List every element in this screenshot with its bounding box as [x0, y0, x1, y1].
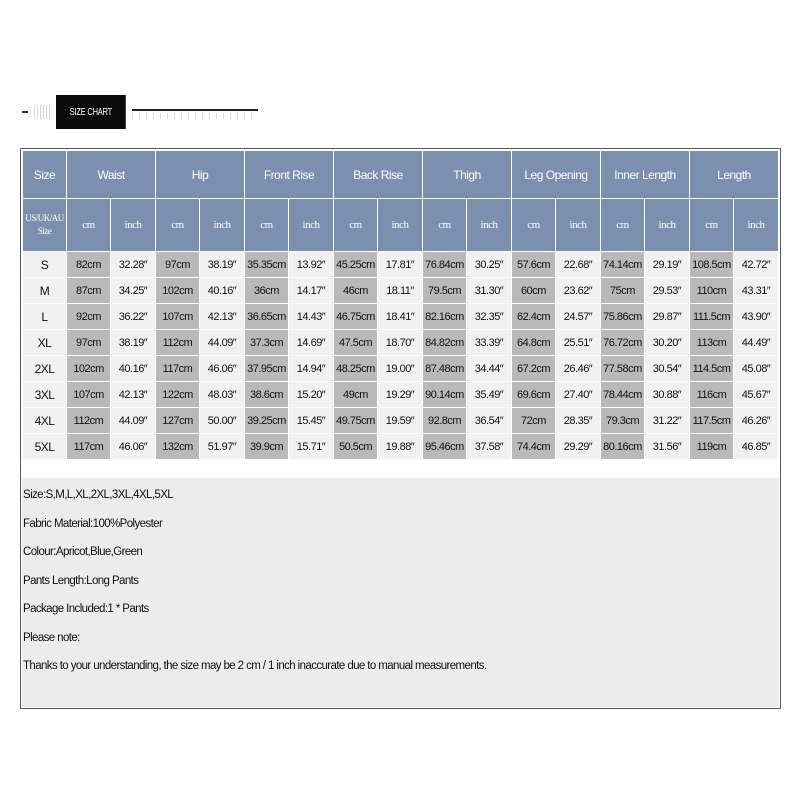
inch-value-cell: 15.45″ — [289, 408, 334, 434]
size-cell: S — [23, 252, 67, 278]
inch-value-cell: 19.88″ — [378, 434, 423, 460]
inch-value-cell: 22.68″ — [556, 252, 601, 278]
inch-value-cell: 35.49″ — [467, 382, 512, 408]
table-row — [23, 434, 779, 460]
note-colour: Colour:Apricot,Blue,Green — [23, 546, 143, 558]
cm-value-cell: 108.5cm — [690, 252, 734, 278]
cm-value-cell: 37.3cm — [245, 330, 289, 356]
size-cell: M — [23, 278, 67, 304]
cm-value-cell: 50.5cm — [334, 434, 378, 460]
cm-value-cell: 77.58cm — [601, 356, 645, 382]
inch-value-cell: 18.41″ — [378, 304, 423, 330]
cm-value-cell: 102cm — [156, 278, 200, 304]
inch-value-cell: 50.00″ — [200, 408, 245, 434]
cm-value-cell: 46.75cm — [334, 304, 378, 330]
size-cell: 5XL — [23, 434, 67, 460]
cm-value-cell: 75cm — [601, 278, 645, 304]
header-dots-decoration — [34, 105, 52, 119]
unit-inch-header: inch — [556, 199, 601, 252]
inch-value-cell: 14.17″ — [289, 278, 334, 304]
inch-value-cell: 45.67″ — [734, 382, 779, 408]
inch-value-cell: 40.16″ — [200, 278, 245, 304]
inch-value-cell: 23.62″ — [556, 278, 601, 304]
unit-header-row — [23, 199, 779, 252]
inch-value-cell: 29.29″ — [556, 434, 601, 460]
unit-cm-header: cm — [690, 199, 734, 252]
cm-value-cell: 49cm — [334, 382, 378, 408]
inch-value-cell: 26.46″ — [556, 356, 601, 382]
inch-value-cell: 31.30″ — [467, 278, 512, 304]
cm-value-cell: 122cm — [156, 382, 200, 408]
column-header: Length — [690, 151, 779, 199]
cm-value-cell: 117.5cm — [690, 408, 734, 434]
unit-inch-header: inch — [289, 199, 334, 252]
inch-value-cell: 17.81″ — [378, 252, 423, 278]
inch-value-cell: 42.13″ — [111, 382, 156, 408]
note-disclaimer: Thanks to your understanding, the size may be 2 cm / 1 inch inaccurate due to manual measurements. — [23, 660, 487, 672]
inch-value-cell: 33.39″ — [467, 330, 512, 356]
size-cell: 4XL — [23, 408, 67, 434]
inch-value-cell: 46.85″ — [734, 434, 779, 460]
cm-value-cell: 84.82cm — [423, 330, 467, 356]
inch-value-cell: 31.22″ — [645, 408, 690, 434]
column-header-row — [23, 151, 779, 199]
inch-value-cell: 19.29″ — [378, 382, 423, 408]
inch-value-cell: 42.13″ — [200, 304, 245, 330]
cm-value-cell: 102cm — [67, 356, 111, 382]
note-heading: Please note: — [23, 632, 80, 644]
inch-value-cell: 37.58″ — [467, 434, 512, 460]
column-header: Inner Length — [601, 151, 690, 199]
cm-value-cell: 76.72cm — [601, 330, 645, 356]
inch-value-cell: 43.90″ — [734, 304, 779, 330]
cm-value-cell: 79.5cm — [423, 278, 467, 304]
cm-value-cell: 37.95cm — [245, 356, 289, 382]
inch-value-cell: 15.71″ — [289, 434, 334, 460]
table-row — [23, 252, 779, 278]
unit-inch-header: inch — [645, 199, 690, 252]
inch-value-cell: 43.31″ — [734, 278, 779, 304]
note-length: Pants Length:Long Pants — [23, 575, 139, 587]
table-row — [23, 304, 779, 330]
cm-value-cell: 119cm — [690, 434, 734, 460]
column-header: Back Rise — [334, 151, 423, 199]
cm-value-cell: 117cm — [156, 356, 200, 382]
size-chart-header — [22, 95, 252, 129]
cm-value-cell: 95.46cm — [423, 434, 467, 460]
inch-value-cell: 30.20″ — [645, 330, 690, 356]
cm-value-cell: 35.35cm — [245, 252, 289, 278]
size-chart-badge: SIZE CHART — [56, 95, 126, 129]
unit-cm-header: cm — [423, 199, 467, 252]
inch-value-cell: 18.11″ — [378, 278, 423, 304]
cm-value-cell: 107cm — [67, 382, 111, 408]
inch-value-cell: 15.20″ — [289, 382, 334, 408]
size-table — [22, 150, 779, 460]
header-rule — [132, 109, 258, 111]
unit-inch-header: inch — [378, 199, 423, 252]
cm-value-cell: 132cm — [156, 434, 200, 460]
column-header: Front Rise — [245, 151, 334, 199]
unit-cm-header: cm — [601, 199, 645, 252]
inch-value-cell: 31.56″ — [645, 434, 690, 460]
unit-cm-header: cm — [156, 199, 200, 252]
cm-value-cell: 74.4cm — [512, 434, 556, 460]
inch-value-cell: 38.19″ — [200, 252, 245, 278]
cm-value-cell: 87.48cm — [423, 356, 467, 382]
size-cell: 3XL — [23, 382, 67, 408]
inch-value-cell: 14.94″ — [289, 356, 334, 382]
inch-value-cell: 36.22″ — [111, 304, 156, 330]
inch-value-cell: 46.06″ — [111, 434, 156, 460]
cm-value-cell: 114.5cm — [690, 356, 734, 382]
cm-value-cell: 64.8cm — [512, 330, 556, 356]
cm-value-cell: 113cm — [690, 330, 734, 356]
unit-cm-header: cm — [334, 199, 378, 252]
cm-value-cell: 112cm — [67, 408, 111, 434]
inch-value-cell: 44.49″ — [734, 330, 779, 356]
cm-value-cell: 57.6cm — [512, 252, 556, 278]
inch-value-cell: 48.03″ — [200, 382, 245, 408]
header-dots-decoration — [132, 113, 258, 119]
cm-value-cell: 46cm — [334, 278, 378, 304]
column-header: Size — [23, 151, 67, 199]
cm-value-cell: 97cm — [156, 252, 200, 278]
column-header: Waist — [67, 151, 156, 199]
inch-value-cell: 38.19″ — [111, 330, 156, 356]
cm-value-cell: 47.5cm — [334, 330, 378, 356]
inch-value-cell: 19.59″ — [378, 408, 423, 434]
inch-value-cell: 29.87″ — [645, 304, 690, 330]
cm-value-cell: 36.65cm — [245, 304, 289, 330]
cm-value-cell: 87cm — [67, 278, 111, 304]
inch-value-cell: 24.57″ — [556, 304, 601, 330]
cm-value-cell: 67.2cm — [512, 356, 556, 382]
product-notes — [22, 478, 779, 707]
inch-value-cell: 28.35″ — [556, 408, 601, 434]
cm-value-cell: 110cm — [690, 278, 734, 304]
inch-value-cell: 29.53″ — [645, 278, 690, 304]
inch-value-cell: 29.19″ — [645, 252, 690, 278]
cm-value-cell: 112cm — [156, 330, 200, 356]
inch-value-cell: 44.09″ — [200, 330, 245, 356]
inch-value-cell: 34.25″ — [111, 278, 156, 304]
unit-cm-header: cm — [245, 199, 289, 252]
inch-value-cell: 36.54″ — [467, 408, 512, 434]
cm-value-cell: 117cm — [67, 434, 111, 460]
inch-value-cell: 32.28″ — [111, 252, 156, 278]
cm-value-cell: 48.25cm — [334, 356, 378, 382]
inch-value-cell: 14.69″ — [289, 330, 334, 356]
cm-value-cell: 72cm — [512, 408, 556, 434]
inch-value-cell: 30.54″ — [645, 356, 690, 382]
inch-value-cell: 18.70″ — [378, 330, 423, 356]
cm-value-cell: 107cm — [156, 304, 200, 330]
cm-value-cell: 111.5cm — [690, 304, 734, 330]
table-row — [23, 382, 779, 408]
cm-value-cell: 127cm — [156, 408, 200, 434]
size-region-label: US/UK/AU Size — [23, 199, 67, 252]
cm-value-cell: 90.14cm — [423, 382, 467, 408]
unit-inch-header: inch — [734, 199, 779, 252]
unit-inch-header: inch — [111, 199, 156, 252]
size-cell: L — [23, 304, 67, 330]
inch-value-cell: 34.44″ — [467, 356, 512, 382]
cm-value-cell: 97cm — [67, 330, 111, 356]
unit-inch-header: inch — [200, 199, 245, 252]
inch-value-cell: 32.35″ — [467, 304, 512, 330]
table-row — [23, 408, 779, 434]
inch-value-cell: 46.06″ — [200, 356, 245, 382]
cm-value-cell: 82.16cm — [423, 304, 467, 330]
cm-value-cell: 36cm — [245, 278, 289, 304]
unit-cm-header: cm — [512, 199, 556, 252]
column-header: Thigh — [423, 151, 512, 199]
cm-value-cell: 75.86cm — [601, 304, 645, 330]
inch-value-cell: 42.72″ — [734, 252, 779, 278]
inch-value-cell: 27.40″ — [556, 382, 601, 408]
inch-value-cell: 14.43″ — [289, 304, 334, 330]
inch-value-cell: 46.26″ — [734, 408, 779, 434]
cm-value-cell: 69.6cm — [512, 382, 556, 408]
inch-value-cell: 44.09″ — [111, 408, 156, 434]
inch-value-cell: 45.08″ — [734, 356, 779, 382]
cm-value-cell: 62.4cm — [512, 304, 556, 330]
inch-value-cell: 13.92″ — [289, 252, 334, 278]
unit-cm-header: cm — [67, 199, 111, 252]
table-row — [23, 278, 779, 304]
inch-value-cell: 19.00″ — [378, 356, 423, 382]
cm-value-cell: 92.8cm — [423, 408, 467, 434]
note-fabric: Fabric Material:100%Polyester — [23, 518, 163, 530]
inch-value-cell: 40.16″ — [111, 356, 156, 382]
header-dash — [22, 111, 28, 113]
inch-value-cell: 25.51″ — [556, 330, 601, 356]
cm-value-cell: 78.44cm — [601, 382, 645, 408]
cm-value-cell: 39.9cm — [245, 434, 289, 460]
cm-value-cell: 76.84cm — [423, 252, 467, 278]
cm-value-cell: 82cm — [67, 252, 111, 278]
inch-value-cell: 30.25″ — [467, 252, 512, 278]
cm-value-cell: 60cm — [512, 278, 556, 304]
note-package: Package Included:1 * Pants — [23, 603, 149, 615]
cm-value-cell: 39.25cm — [245, 408, 289, 434]
table-row — [23, 330, 779, 356]
note-sizes: Size:S,M,L,XL,2XL,3XL,4XL,5XL — [23, 489, 174, 501]
column-header: Hip — [156, 151, 245, 199]
table-row — [23, 356, 779, 382]
size-cell: 2XL — [23, 356, 67, 382]
size-cell: XL — [23, 330, 67, 356]
cm-value-cell: 92cm — [67, 304, 111, 330]
cm-value-cell: 116cm — [690, 382, 734, 408]
cm-value-cell: 74.14cm — [601, 252, 645, 278]
cm-value-cell: 49.75cm — [334, 408, 378, 434]
inch-value-cell: 51.97″ — [200, 434, 245, 460]
cm-value-cell: 80.16cm — [601, 434, 645, 460]
cm-value-cell: 38.6cm — [245, 382, 289, 408]
column-header: Leg Opening — [512, 151, 601, 199]
cm-value-cell: 45.25cm — [334, 252, 378, 278]
cm-value-cell: 79.3cm — [601, 408, 645, 434]
unit-inch-header: inch — [467, 199, 512, 252]
inch-value-cell: 30.88″ — [645, 382, 690, 408]
